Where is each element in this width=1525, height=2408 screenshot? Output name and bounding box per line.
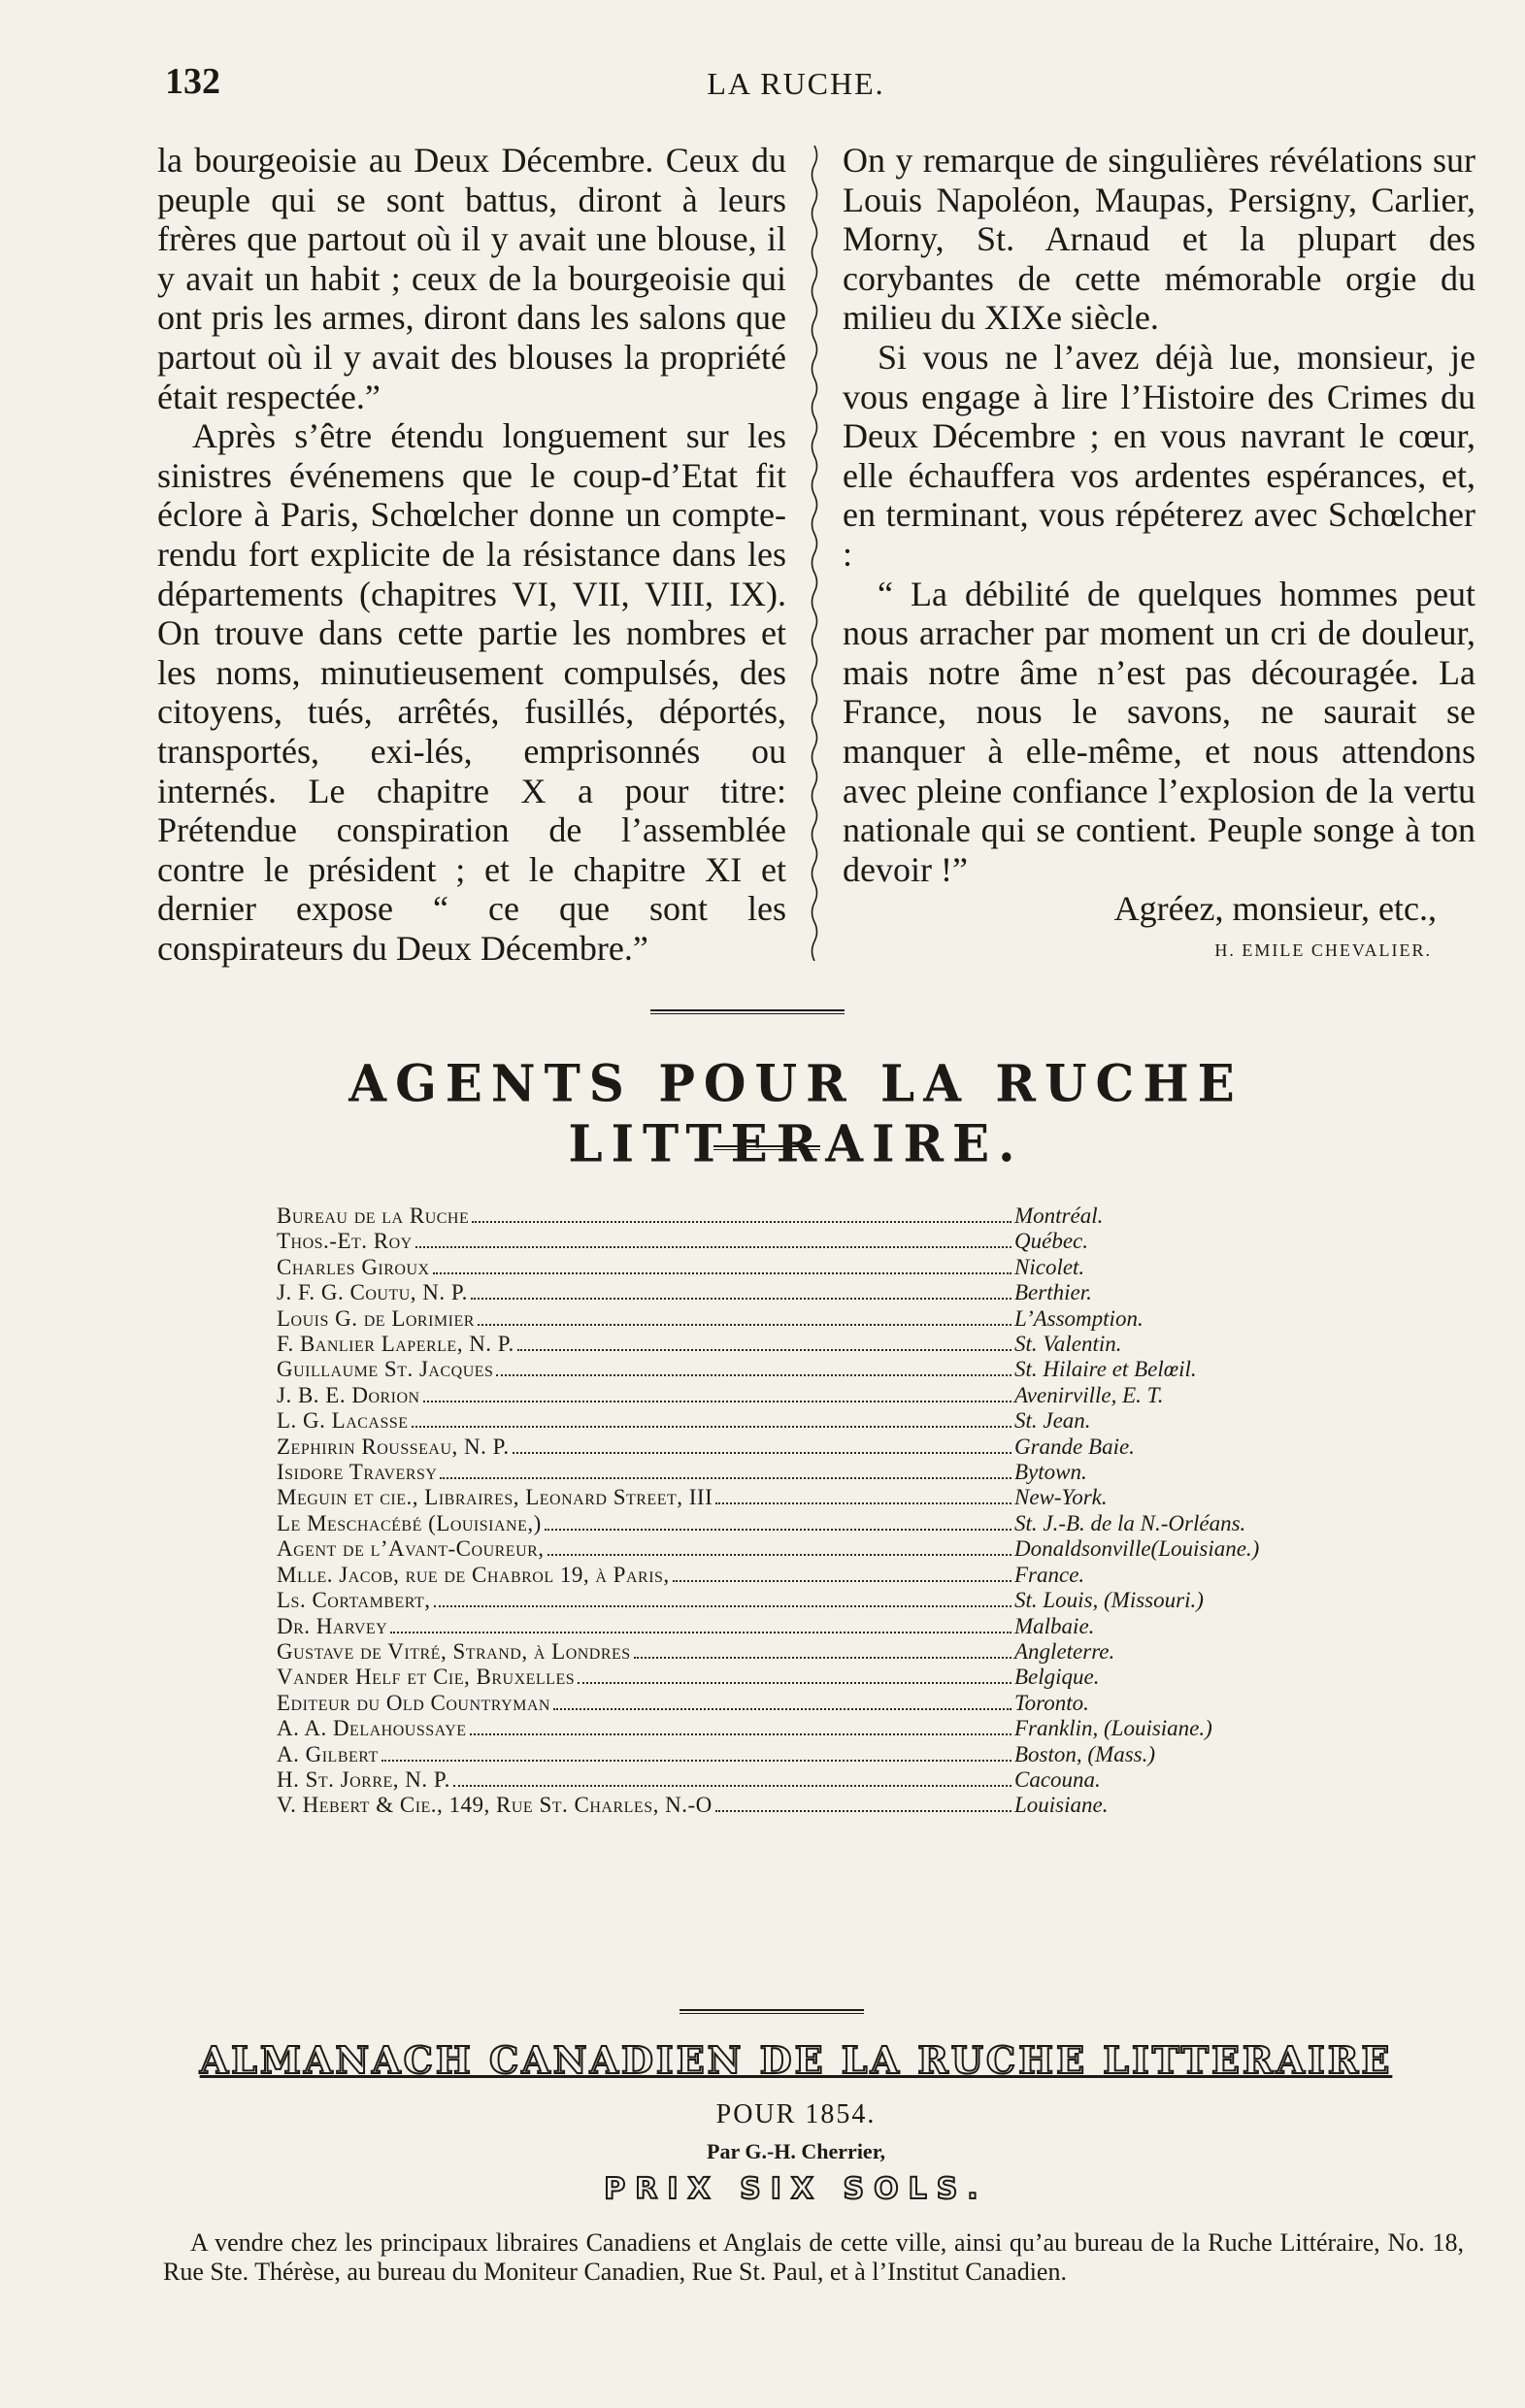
agent-entry (277, 1639, 1306, 1665)
ornamental-rule (650, 1009, 845, 1017)
agent-entry (277, 1357, 1306, 1382)
agent-name: Louis G. de Lorimier (277, 1305, 475, 1331)
agents-heading: AGENTS POUR LA RUCHE LITTERAIRE. (348, 1053, 1243, 1173)
agent-entry (277, 1563, 1306, 1588)
agent-name: Charles Giroux (277, 1254, 430, 1279)
leader-dots (545, 1529, 1011, 1531)
leader-dots (471, 1298, 1011, 1300)
left-paragraph-1: la bourgeoisie au Deux Décembre. Ceux du peuple qui se sont battus, diront à leurs frères que partout où il y avait une blouse, il y avait un habit ; ceux de la bourgeoisie qui ont pris les armes, diront dans les salons que partout où il y avait des blouses la propriété était respectée.” (157, 141, 786, 416)
agent-name: Bureau de la Ruche (277, 1204, 470, 1228)
agent-place: France. (1014, 1562, 1085, 1587)
page-header (155, 60, 1437, 109)
leader-dots (715, 1502, 1011, 1504)
leader-dots (553, 1708, 1011, 1710)
agent-entry (277, 1229, 1306, 1254)
agent-place: Bytown. (1014, 1460, 1087, 1485)
agent-entry (277, 1255, 1306, 1280)
agent-entry (277, 1332, 1306, 1357)
leader-dots (715, 1810, 1011, 1812)
agent-name: Editeur du Old Countryman (277, 1690, 550, 1715)
agent-place: Cacouna. (1014, 1766, 1101, 1792)
agent-place: Avenirville, E. T. (1014, 1382, 1164, 1407)
agent-entry (277, 1665, 1306, 1690)
agent-entry (277, 1793, 1306, 1818)
agent-entry (277, 1742, 1306, 1767)
agent-entry (277, 1408, 1306, 1434)
leader-dots (478, 1324, 1011, 1326)
agent-name: H. St. Jorre, N. P. (277, 1766, 450, 1792)
leader-dots (472, 1221, 1011, 1223)
agent-name: J. F. G. Coutu, N. P. (277, 1280, 468, 1305)
agent-name: L. G. Lacasse (277, 1408, 409, 1434)
almanac-year: POUR 1854. (715, 2099, 877, 2129)
agent-place: L’Assomption. (1014, 1305, 1144, 1331)
signoff: Agréez, monsieur, etc., (1113, 889, 1437, 929)
agent-name: V. Hebert & Cie., 149, Rue St. Charles, N.-O (277, 1793, 713, 1818)
leader-dots (423, 1401, 1011, 1402)
agent-place: Franklin, (Louisiane.) (1014, 1716, 1212, 1741)
agent-name: J. B. E. Dorion (277, 1382, 420, 1407)
running-title: LA RUCHE. (707, 66, 885, 101)
left-paragraph-2: Après s’être étendu longuement sur les sinistres événemens que le coup-d’Etat fit éclore à Paris, Schœlcher donne un compte-rendu fort explicite de la résistance dans les départements (chapitres VI, VII, VIII, IX). On trouve dans cette partie les nombres et les noms, minutieusement compulsés, des citoyens, tués, arrêtés, fusillés, déportés, transportés, exi-lés, emprisonnés ou internés. Le chapitre X a pour titre: Prétendue conspiration de l’assemblée contre le président ; et le chapitre XI et dernier expose “ ce que sont les conspirateurs du Deux Décembre.” (157, 416, 786, 968)
left-column (157, 141, 786, 968)
agent-name: A. Gilbert (277, 1741, 379, 1766)
agent-place: Berthier. (1014, 1280, 1092, 1305)
almanac-sale-text: A vendre chez les principaux libraires Canadiens et Anglais de cette ville, ainsi qu’au bureau de la Ruche Littéraire, No. 18, Rue Ste. Thérèse, au bureau du Moniteur Canadien, Rue St. Paul, et à l’Institut Canadien. (163, 2228, 1464, 2286)
agent-entry (277, 1306, 1306, 1332)
almanac-author: Par G.-H. Cherrier, (707, 2139, 885, 2163)
agent-entry (277, 1280, 1306, 1305)
leader-dots (415, 1246, 1011, 1248)
leader-dots (634, 1657, 1011, 1659)
agent-name: Isidore Traversy (277, 1460, 438, 1485)
agents-list (277, 1204, 1306, 1819)
agent-entry (277, 1435, 1306, 1460)
agent-place: Louisiane. (1014, 1793, 1109, 1818)
leader-dots (390, 1632, 1011, 1633)
agent-entry (277, 1767, 1306, 1793)
agent-name: Zephirin Rousseau, N. P. (277, 1434, 510, 1459)
right-paragraph-3: “ La débilité de quelques hommes peut nous arracher par moment un cri de douleur, mais notre âme n’est pas découragée. La France, nous le savons, ne saurait se manquer à elle-même, et nous attendons avec pleine confiance l’explosion de la vertu nationale qui se contient. Peuple songe à ton devoir !” (843, 574, 1475, 889)
agent-entry (277, 1511, 1306, 1536)
agent-entry (277, 1614, 1306, 1639)
agent-place: Donaldsonville(Louisiane.) (1014, 1536, 1260, 1562)
agent-name: Vander Helf et Cie, Bruxelles (277, 1665, 576, 1690)
agent-place: St. Louis, (Missouri.) (1014, 1588, 1204, 1613)
agent-place: Toronto. (1014, 1690, 1089, 1715)
agent-entry (277, 1536, 1306, 1562)
right-column (843, 141, 1475, 970)
column-divider (808, 146, 821, 961)
agent-name: Agent de l’Avant-Coureur, (277, 1536, 545, 1562)
agent-entry (277, 1383, 1306, 1408)
agent-place: Angleterre. (1014, 1638, 1115, 1664)
agent-name: Thos.-Et. Roy (277, 1229, 413, 1254)
leader-dots (517, 1349, 1011, 1351)
agent-place: St. Valentin. (1014, 1332, 1122, 1357)
agent-place: New-York. (1014, 1485, 1108, 1510)
leader-dots (433, 1272, 1011, 1274)
leader-dots (470, 1733, 1011, 1735)
agent-name: Le Meschacébé (Louisiane,) (277, 1510, 542, 1535)
agent-name: F. Banlier Laperle, N. P. (277, 1332, 514, 1357)
agent-name: Dr. Harvey (277, 1613, 388, 1638)
leader-dots (673, 1580, 1011, 1582)
leader-dots (440, 1477, 1011, 1479)
leader-dots (547, 1554, 1011, 1556)
ornamental-rule (713, 1145, 820, 1153)
agent-place: Belgique. (1014, 1665, 1100, 1690)
ornamental-rule (680, 2009, 864, 2017)
almanac-title: ALMANACH CANADIEN DE LA RUCHE LITTERAIRE (199, 2038, 1393, 2082)
agent-place: Boston, (Mass.) (1014, 1741, 1156, 1766)
right-paragraph-2: Si vous ne l’avez déjà lue, monsieur, je vous engage à lire l’Histoire des Crimes du Deux Décembre ; en vous navrant le cœur, elle échauffera vos ardentes espérances, et, en terminant, vous répéterez avec Schœlcher : (843, 337, 1475, 574)
signature: H. EMILE CHEVALIER. (1214, 940, 1432, 960)
agent-place: St. Jean. (1014, 1408, 1091, 1434)
agent-entry (277, 1588, 1306, 1613)
page-number: 132 (165, 61, 220, 102)
leader-dots (513, 1452, 1011, 1454)
agent-entry (277, 1716, 1306, 1741)
almanac-price: PRIX SIX SOLS. (604, 2172, 988, 2206)
agent-name: Ls. Cortambert, (277, 1588, 431, 1613)
leader-dots (453, 1785, 1011, 1787)
agent-place: Montréal. (1014, 1204, 1104, 1228)
agent-place: Québec. (1014, 1229, 1088, 1254)
right-paragraph-1: On y remarque de singulières révélations sur Louis Napoléon, Maupas, Persigny, Carlier, Morny, St. Arnaud et la plupart des corybantes de cette mémorable orgie du milieu du XIXe siècle. (843, 141, 1475, 338)
agent-name: Mlle. Jacob, rue de Chabrol 19, à Paris, (277, 1562, 670, 1587)
agent-entry (277, 1485, 1306, 1510)
leader-dots (434, 1605, 1011, 1607)
leader-dots (412, 1426, 1011, 1428)
agent-name: Meguin et cie., Libraires, Leonard Street, III (277, 1485, 713, 1510)
leader-dots (381, 1760, 1011, 1762)
agent-name: A. A. Delahoussaye (277, 1716, 467, 1741)
agent-entry (277, 1460, 1306, 1485)
agent-entry (277, 1204, 1306, 1229)
agent-place: St. Hilaire et Belœil. (1014, 1357, 1197, 1382)
agent-name: Guillaume St. Jacques (277, 1357, 494, 1382)
leader-dots (578, 1682, 1011, 1684)
agent-entry (277, 1691, 1306, 1716)
agent-place: Nicolet. (1014, 1254, 1085, 1279)
almanac-sale-notice (163, 2228, 1464, 2287)
leader-dots (496, 1374, 1011, 1376)
agent-place: Grande Baie. (1014, 1434, 1135, 1459)
agent-name: Gustave de Vitré, Strand, à Londres (277, 1638, 631, 1664)
agent-place: St. J.-B. de la N.-Orléans. (1014, 1510, 1246, 1535)
agent-place: Malbaie. (1014, 1613, 1095, 1638)
